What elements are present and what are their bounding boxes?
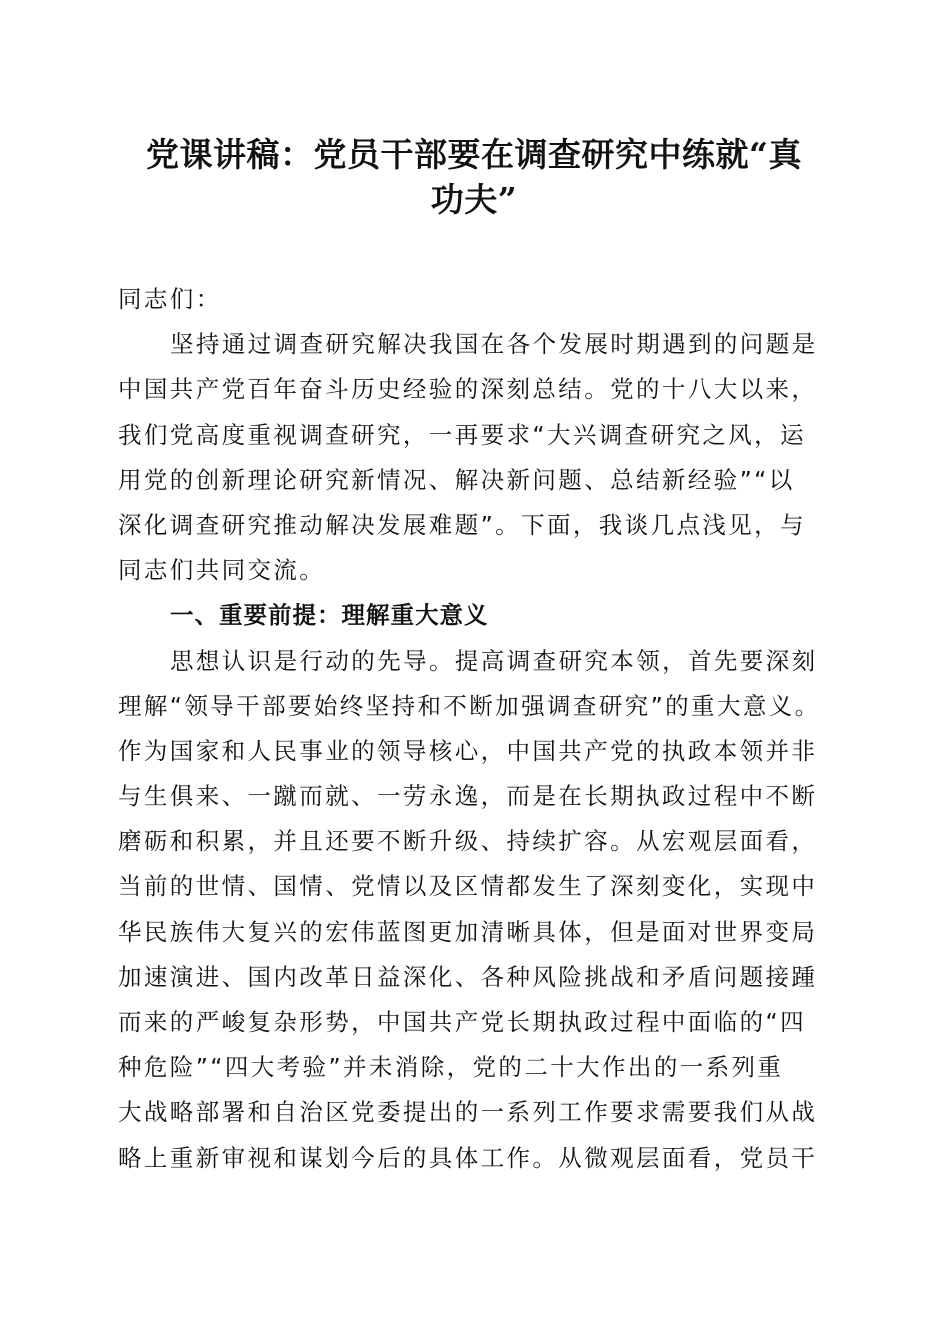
paragraph-line: 同志们共同交流。	[118, 556, 326, 585]
section-heading: 一、重要前提：理解重大意义	[170, 601, 489, 630]
paragraph-line: 略上重新审视和谋划今后的具体工作。从微观层面看，党员干	[118, 1143, 818, 1172]
document-title	[118, 132, 830, 222]
paragraph-line: 大战略部署和自治区党委提出的一系列工作要求需要我们从战	[118, 1098, 818, 1127]
paragraph-line: 深化调查研究推动解决发展难题”。下面，我谈几点浅见，与	[118, 510, 806, 539]
paragraph-line: 华民族伟大复兴的宏伟蓝图更加清晰具体，但是面对世界变局	[118, 917, 818, 946]
paragraph-line: 中国共产党百年奋斗历史经验的深刻总结。党的十八大以来，	[118, 375, 818, 404]
paragraph-line: 坚持通过调查研究解决我国在各个发展时期遇到的问题是	[170, 330, 818, 359]
paragraph-intro	[118, 322, 830, 593]
paragraph-line: 加速演进、国内改革日益深化、各种风险挑战和矛盾问题接踵	[118, 962, 818, 991]
paragraph-line: 磨砺和积累，并且还要不断升级、持续扩容。从宏观层面看，	[118, 827, 818, 856]
document-page	[118, 132, 830, 1181]
title-line-1: 党课讲稿：党员干部要在调查研究中练就“真	[146, 135, 802, 174]
paragraph-line: 作为国家和人民事业的领导核心，中国共产党的执政本领并非	[118, 736, 818, 765]
paragraph-line: 理解“领导干部要始终坚持和不断加强调查研究”的重大意义。	[118, 691, 821, 720]
paragraph-line: 与生俱来、一蹴而就、一劳永逸，而是在长期执政过程中不断	[118, 782, 818, 811]
paragraph-line: 用党的创新理论研究新情况、解决新问题、总结新经验”“以	[118, 465, 795, 494]
paragraph-line: 当前的世情、国情、党情以及区情都发生了深刻变化，实现中	[118, 872, 818, 901]
salutation: 同志们：	[118, 285, 222, 313]
paragraph-section-1	[118, 639, 830, 1181]
paragraph-line: 思想认识是行动的先导。提高调查研究本领，首先要深刻	[170, 646, 818, 675]
document-body	[118, 277, 830, 1181]
paragraph-line: 而来的严峻复杂形势，中国共产党长期执政过程中面临的“四	[118, 1008, 806, 1036]
paragraph-line: 种危险”“四大考验”并未消除，党的二十大作出的一系列重	[118, 1053, 784, 1082]
title-line-2: 功夫”	[430, 180, 518, 219]
paragraph-line: 我们党高度重视调查研究，一再要求“大兴调查研究之风，运	[118, 420, 806, 449]
